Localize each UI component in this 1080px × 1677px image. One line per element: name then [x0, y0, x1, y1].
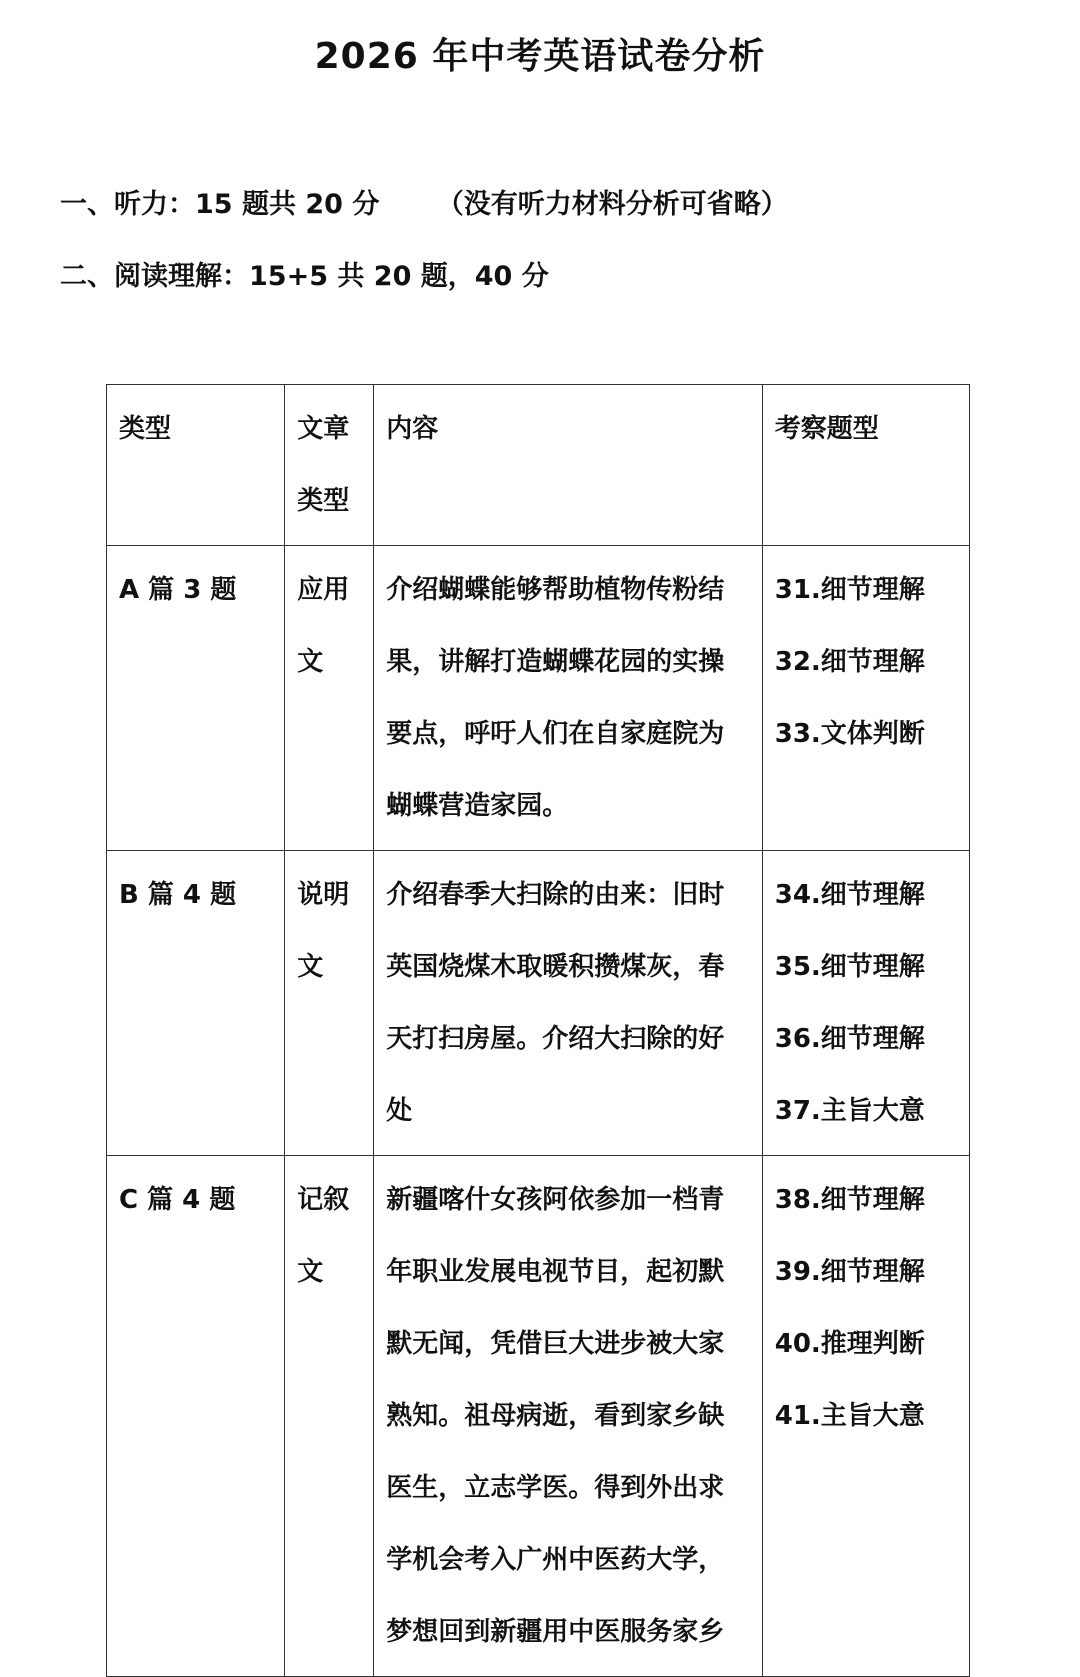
question-item: 31.细节理解 — [774, 575, 925, 605]
section-listening — [60, 182, 788, 221]
header-question-type-label: 考察题型 — [774, 414, 879, 444]
row-genre-line1: 应用 — [297, 575, 350, 605]
reading-analysis-table — [106, 384, 970, 1677]
section-reading-label: 二、阅读理解：15+5 共 20 题，40 分 — [60, 261, 549, 292]
question-item: 41.主旨大意 — [774, 1401, 925, 1431]
header-type — [107, 385, 285, 546]
row-genre-line2: 文 — [297, 1257, 324, 1287]
question-item: 40.推理判断 — [774, 1329, 925, 1359]
table-row — [107, 1156, 970, 1677]
section-reading — [60, 254, 549, 293]
row-genre-cell — [285, 546, 374, 851]
row-type-cell — [107, 1156, 285, 1677]
row-content-cell — [374, 1156, 762, 1677]
row-content-cell — [374, 851, 762, 1156]
row-genre-line2: 文 — [297, 647, 324, 677]
header-question-type — [762, 385, 969, 546]
question-item: 32.细节理解 — [774, 647, 925, 677]
table-row — [107, 546, 970, 851]
row-genre-line1: 说明 — [297, 880, 350, 910]
row-type: C 篇 4 题 — [119, 1185, 236, 1215]
header-genre-line1: 文章 — [297, 414, 350, 444]
header-content — [374, 385, 762, 546]
row-genre-cell — [285, 851, 374, 1156]
question-item: 33.文体判断 — [774, 719, 925, 749]
section-listening-note: （没有听力材料分析可省略） — [436, 189, 788, 220]
row-type-cell — [107, 851, 285, 1156]
row-type: B 篇 4 题 — [119, 880, 237, 910]
header-type-label: 类型 — [119, 414, 172, 444]
table-row — [107, 851, 970, 1156]
row-content-cell — [374, 546, 762, 851]
row-type-cell — [107, 546, 285, 851]
question-item: 35.细节理解 — [774, 952, 925, 982]
header-genre — [285, 385, 374, 546]
header-genre-line2: 类型 — [297, 486, 350, 516]
row-content: 介绍春季大扫除的由来：旧时英国烧煤木取暖积攒煤灰，春天打扫房屋。介绍大扫除的好处 — [386, 880, 725, 1126]
question-item: 38.细节理解 — [774, 1185, 925, 1215]
question-item: 36.细节理解 — [774, 1024, 925, 1054]
row-type: A 篇 3 题 — [119, 575, 237, 605]
section-listening-label: 一、听力：15 题共 20 分 — [60, 189, 380, 220]
question-item: 34.细节理解 — [774, 880, 925, 910]
row-content: 新疆喀什女孩阿依参加一档青年职业发展电视节目，起初默默无闻，凭借巨大进步被大家熟知。祖母病逝，看到家乡缺医生，立志学医。得到外出求学机会考入广州中医药大学，梦想回到新疆用中医服务家乡 — [386, 1185, 725, 1647]
header-content-label: 内容 — [386, 414, 439, 444]
row-questions-cell — [762, 546, 969, 851]
page-title: 2026 年中考英语试卷分析 — [314, 36, 766, 77]
table-header-row — [107, 385, 970, 546]
question-item: 39.细节理解 — [774, 1257, 925, 1287]
row-questions-cell — [762, 851, 969, 1156]
question-item: 37.主旨大意 — [774, 1096, 925, 1126]
row-questions-cell — [762, 1156, 969, 1677]
row-genre-line1: 记叙 — [297, 1185, 350, 1215]
row-content: 介绍蝴蝶能够帮助植物传粉结果，讲解打造蝴蝶花园的实操要点，呼吁人们在自家庭院为蝴蝶营造家园。 — [386, 575, 725, 821]
row-genre-line2: 文 — [297, 952, 324, 982]
row-genre-cell — [285, 1156, 374, 1677]
